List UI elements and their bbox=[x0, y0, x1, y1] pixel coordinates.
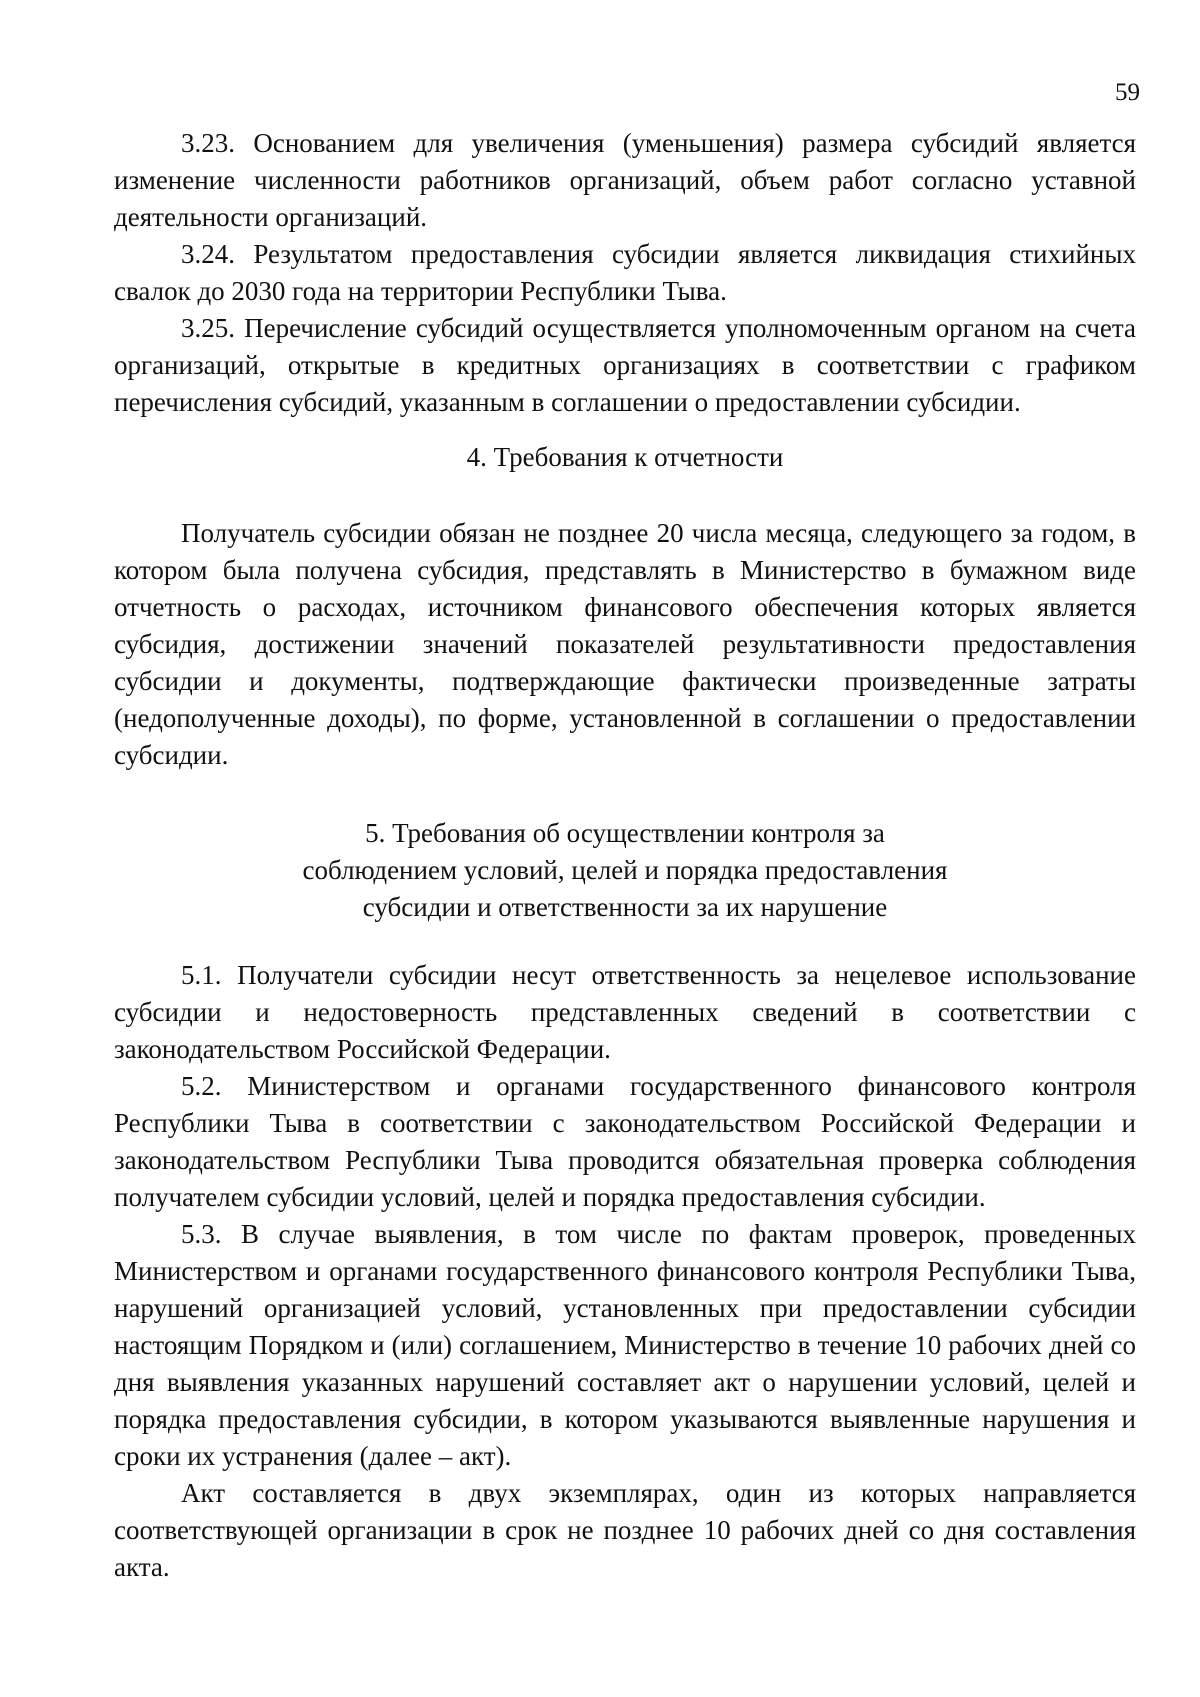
paragraph-act: Акт составляется в двух экземплярах, один из которых направляется соответствующей организации в срок не позднее 10 рабочих дней со дня составления акта. bbox=[114, 1478, 1136, 1582]
paragraph-5-2: 5.2. Министерством и органами государственного финансового контроля Республики Тыва в соответствии с законодательством Российской Федерации и законодательством Республики Тыва проводится обязательная проверка соблюдения получателем субсидии условий, целей и порядка предоставления субсидии. bbox=[114, 1071, 1136, 1212]
section-5-heading-line: субсидии и ответственности за их нарушение bbox=[362, 892, 888, 922]
section-5-heading-line: 5. Требования об осуществлении контроля за bbox=[365, 818, 885, 848]
paragraph-3-23: 3.23. Основанием для увеличения (уменьшения) размера субсидий является изменение численности работников организаций, объем работ согласно уставной деятельности организаций. bbox=[114, 128, 1136, 232]
section-4-heading: 4. Требования к отчетности bbox=[466, 442, 784, 472]
page-number: 59 bbox=[1115, 79, 1140, 106]
section-5-heading-line: соблюдением условий, целей и порядка предоставления bbox=[302, 855, 948, 885]
paragraph-3-24: 3.24. Результатом предоставления субсидии является ликвидация стихийных свалок до 2030 года на территории Республики Тыва. bbox=[114, 239, 1136, 306]
paragraph-5-3: 5.3. В случае выявления, в том числе по фактам проверок, проведенных Министерством и органами государственного финансового контроля Республики Тыва, нарушений организацией условий, установленных при предоставлении субсидии настоящим Порядком и (или) соглашением, Министерство в течение 10 рабочих дней со дня выявления указанных нарушений составляет акт о нарушении условий, целей и порядка предоставления субсидии, в котором указываются выявленные нарушения и сроки их устранения (далее – акт). bbox=[114, 1219, 1136, 1471]
paragraph-4-reporting: Получатель субсидии обязан не позднее 20 числа месяца, следующего за годом, в котором была получена субсидия, представлять в Министерство в бумажном виде отчетность о расходах, источником финансового обеспечения которых является субсидия, достижении значений показателей результативности предоставления субсидии и документы, подтверждающие фактически произведенные затраты (недополученные доходы), по форме, установленной в соглашении о предоставлении субсидии. bbox=[114, 518, 1136, 770]
section-5-heading bbox=[114, 815, 1136, 926]
page-content bbox=[114, 125, 1136, 1586]
paragraph-5-1: 5.1. Получатели субсидии несут ответственность за нецелевое использование субсидии и недостоверность представленных сведений в соответствии с законодательством Российской Федерации. bbox=[114, 960, 1136, 1064]
paragraph-3-25: 3.25. Перечисление субсидий осуществляется уполномоченным органом на счета организаций, открытые в кредитных организациях в соответствии с графиком перечисления субсидий, указанным в соглашении о предоставлении субсидии. bbox=[114, 313, 1136, 417]
